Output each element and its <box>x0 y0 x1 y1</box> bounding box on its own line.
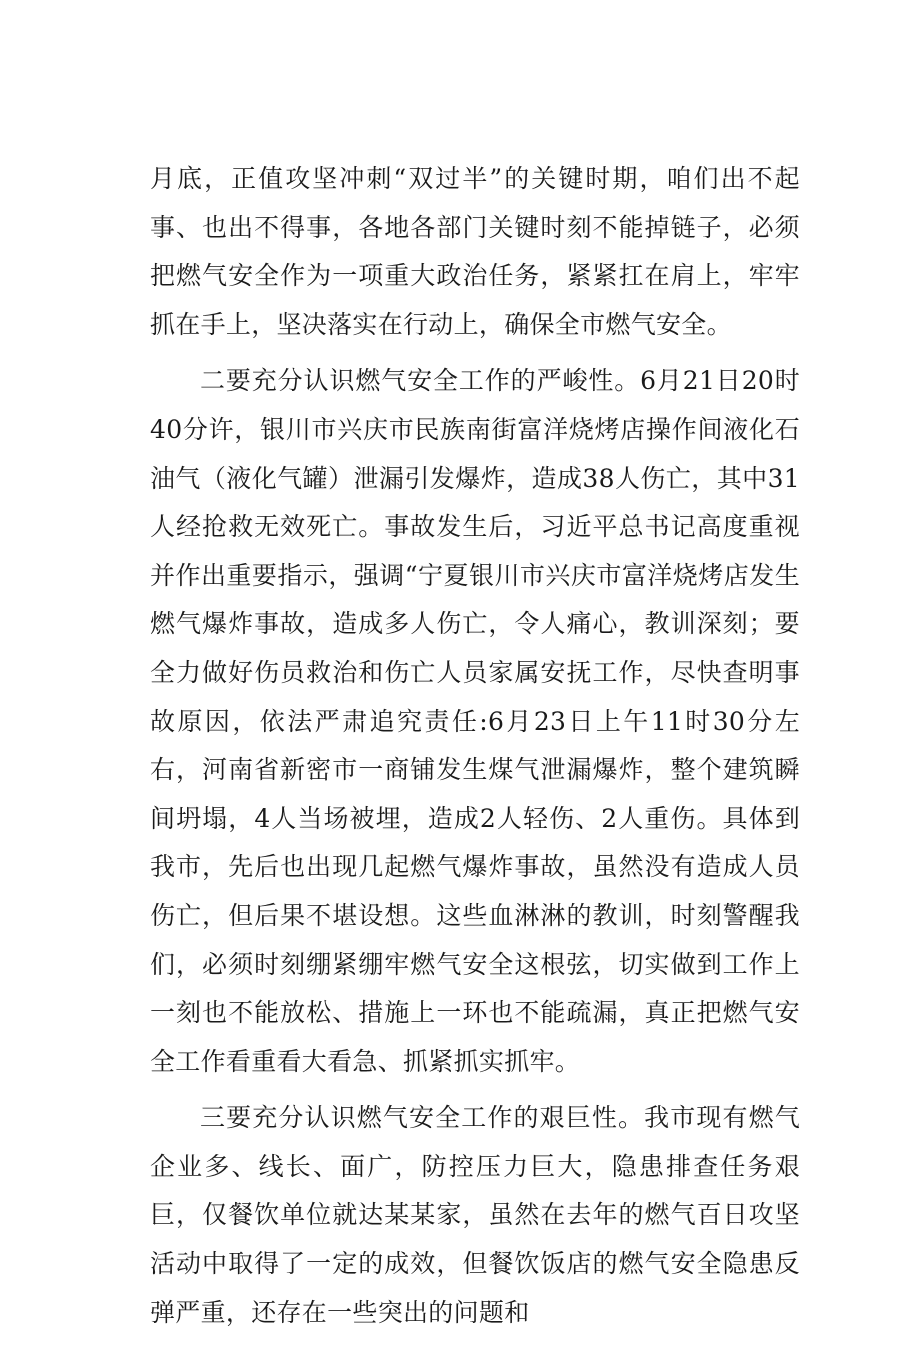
paragraph-severity: 二要充分认识燃气安全工作的严峻性。6月21日20时40分许，银川市兴庆市民族南街富洋烧烤店操作间液化石油气（液化气罐）泄漏引发爆炸，造成38人伤亡，其中31人经抢救无效死亡。事故发生后，习近平总书记高度重视并作出重要指示，强调“宁夏银川市兴庆市富洋烧烤店发生燃气爆炸事故，造成多人伤亡，令人痛心，教训深刻；要全力做好伤员救治和伤亡人员家属安抚工作，尽快查明事故原因，依法严肃追究责任:6月23日上午11时30分左右，河南省新密市一商铺发生煤气泄漏爆炸，整个建筑瞬间坍塌，4人当场被埋，造成2人轻伤、2人重伤。具体到我市，先后也出现几起燃气爆炸事故，虽然没有造成人员伤亡，但后果不堪设想。这些血淋淋的教训，时刻警醒我们，必须时刻绷紧绷牢燃气安全这根弦，切实做到工作上一刻也不能放松、措施上一环也不能疏漏，真正把燃气安全工作看重看大看急、抓紧抓实抓牢。 <box>150 366 800 1076</box>
paragraph-continuation: 月底，正值攻坚冲刺“双过半”的关键时期，咱们出不起事、也出不得事，各地各部门关键时刻不能掉链子，必须把燃气安全作为一项重大政治任务，紧紧扛在肩上，牢牢抓在手上，坚决落实在行动上，确保全市燃气安全。 <box>150 164 800 339</box>
paragraph-difficulty: 三要充分认识燃气安全工作的艰巨性。我市现有燃气企业多、线长、面广，防控压力巨大，隐患排查任务艰巨，仅餐饮单位就达某某家，虽然在去年的燃气百日攻坚活动中取得了一定的成效，但餐饮饭店的燃气安全隐患反弹严重，还存在一些突出的问题和 <box>150 1103 800 1327</box>
document-body <box>150 155 800 1345</box>
